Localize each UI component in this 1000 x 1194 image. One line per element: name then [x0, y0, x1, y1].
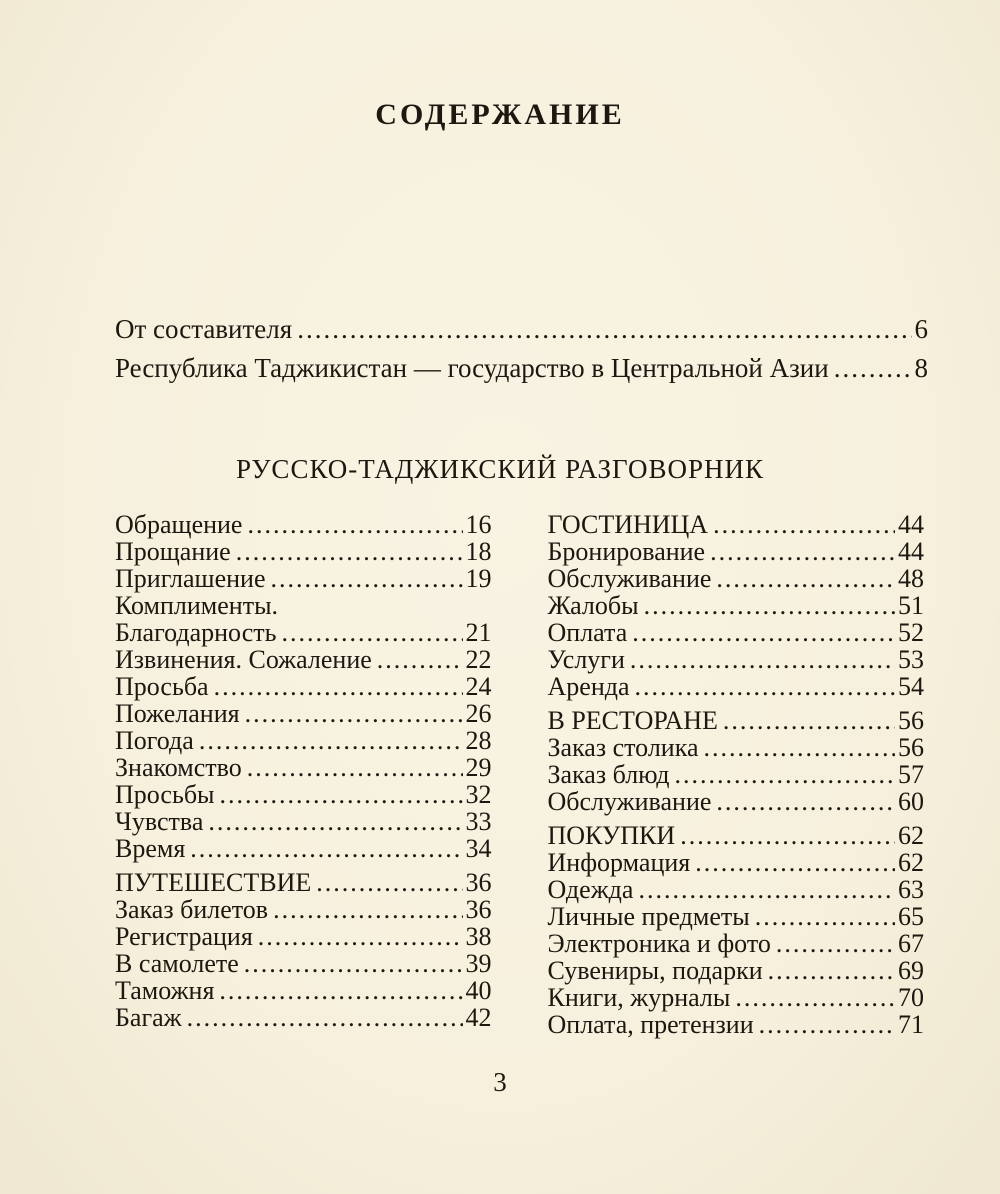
- toc-entry-label: ПОКУПКИ: [547, 821, 676, 850]
- toc-entry-page: 65: [898, 902, 924, 931]
- toc-right-column: [548, 511, 925, 1038]
- toc-entry: [115, 646, 492, 673]
- toc-entry-page: 33: [465, 807, 492, 836]
- toc-entry-label: Республика Таджикистан — государство в Центральной Азии: [115, 353, 829, 383]
- toc-entry: [115, 923, 492, 950]
- toc-entry: [115, 349, 928, 388]
- toc-entry-label: Багаж: [115, 1003, 182, 1032]
- toc-entry-label: Извинения. Сожаление: [115, 645, 372, 674]
- toc-entry-page: 56: [898, 733, 924, 762]
- toc-entry-page: 36: [465, 895, 492, 924]
- dot-leader: [638, 876, 895, 903]
- toc-entry: [115, 619, 492, 646]
- toc-entry-page: 21: [465, 618, 492, 647]
- toc-entry-page: 34: [465, 834, 492, 863]
- toc-entry: [548, 930, 925, 957]
- toc-entry-page: 26: [465, 699, 492, 728]
- toc-entry-label: Оплата: [547, 618, 628, 647]
- toc-entry-label: Заказ билетов: [115, 895, 269, 924]
- dot-leader: [755, 903, 895, 930]
- toc-entry-label: Сувениры, подарки: [547, 956, 763, 985]
- toc-entry: [548, 619, 925, 646]
- toc-entry: [548, 1011, 925, 1038]
- toc-entry-label: Заказ блюд: [547, 760, 670, 789]
- dot-leader: [723, 707, 895, 734]
- toc-entry: [548, 903, 925, 930]
- toc-entry: [548, 565, 925, 592]
- toc-entry: [115, 511, 492, 538]
- toc-entry: [115, 896, 492, 923]
- toc-entry: [115, 673, 492, 700]
- toc-entry: [115, 1004, 492, 1031]
- toc-entry-label: Просьбы: [115, 780, 215, 809]
- toc-section-entry: [548, 707, 925, 734]
- dot-leader: [632, 619, 895, 646]
- toc-entry: [115, 950, 492, 977]
- toc-entry: [548, 876, 925, 903]
- toc-entry-label: Книги, журналы: [547, 983, 731, 1012]
- toc-entry: [115, 781, 492, 808]
- toc-entry-page: 29: [465, 753, 492, 782]
- dot-leader: [680, 822, 895, 849]
- toc-entry-page: 44: [898, 537, 924, 566]
- toc-entry: [115, 727, 492, 754]
- toc-entry-label: Регистрация: [115, 922, 253, 951]
- toc-section-entry: [115, 869, 492, 896]
- toc-entry-page: 28: [465, 726, 492, 755]
- toc-entry-label: Информация: [547, 848, 691, 877]
- dot-leader: [695, 849, 895, 876]
- toc-entry-page: 70: [898, 983, 924, 1012]
- toc-entry-page: 52: [898, 618, 924, 647]
- dot-leader: [768, 957, 895, 984]
- toc-entry-page: 40: [465, 976, 492, 1005]
- toc-entry-label: От составителя: [115, 314, 293, 344]
- intro-toc-list: [115, 310, 928, 388]
- toc-entry-label: Чувства: [115, 807, 204, 836]
- toc-entry-label: ГОСТИНИЦА: [547, 510, 709, 539]
- page-number: 3: [493, 1067, 507, 1097]
- dot-leader: [704, 734, 896, 761]
- toc-entry-label: Аренда: [547, 672, 630, 701]
- toc-entry: [548, 761, 925, 788]
- toc-left-column: [115, 511, 492, 1038]
- toc-entry-label: Приглашение: [115, 564, 266, 593]
- toc-entry-label: Погода: [115, 726, 194, 755]
- toc-entry-label: Прощание: [115, 537, 231, 566]
- toc-entry-page: 38: [465, 922, 492, 951]
- toc-entry-page: 18: [465, 537, 492, 566]
- toc-entry-label: Бронирование: [547, 537, 706, 566]
- toc-entry-page: 16: [465, 510, 492, 539]
- toc-entry-label: Благодарность: [115, 618, 277, 647]
- dot-leader: [236, 538, 463, 565]
- toc-columns: [115, 511, 924, 1038]
- toc-entry-page: 56: [898, 706, 924, 735]
- dot-leader: [710, 538, 895, 565]
- toc-entry-page: 24: [465, 672, 492, 701]
- toc-entry-page: 62: [898, 821, 924, 850]
- toc-entry-page: 67: [898, 929, 924, 958]
- toc-entry-label: Знакомство: [115, 753, 242, 782]
- toc-entry-label: Услуги: [547, 645, 625, 674]
- toc-entry: [548, 849, 925, 876]
- dot-leader: [208, 808, 462, 835]
- toc-entry: [115, 835, 492, 862]
- toc-entry-label: Заказ столика: [547, 733, 699, 762]
- toc-entry-label: Просьба: [115, 672, 209, 701]
- dot-leader: [716, 788, 895, 815]
- toc-entry-label: Одежда: [547, 875, 634, 904]
- toc-entry-page: 48: [898, 564, 924, 593]
- toc-entry-label: В РЕСТОРАНЕ: [547, 706, 718, 735]
- toc-entry: [115, 592, 492, 619]
- dot-leader: [297, 310, 911, 349]
- toc-entry: [548, 734, 925, 761]
- dot-leader: [244, 950, 463, 977]
- dot-leader: [776, 930, 895, 957]
- toc-entry: [548, 592, 925, 619]
- contents-title: СОДЕРЖАНИЕ: [375, 98, 625, 131]
- dot-leader: [190, 835, 462, 862]
- toc-section-entry: [548, 822, 925, 849]
- toc-entry: [548, 538, 925, 565]
- toc-entry-label: Электроника и фото: [547, 929, 771, 958]
- toc-entry-page: 71: [898, 1010, 924, 1039]
- phrasebook-section-header: РУССКО-ТАДЖИКСКИЙ РАЗГОВОРНИК: [235, 454, 765, 484]
- toc-entry: [115, 565, 492, 592]
- toc-entry-page: 53: [898, 645, 924, 674]
- dot-leader: [716, 565, 895, 592]
- dot-leader: [273, 896, 462, 923]
- toc-entry-page: 8: [914, 353, 928, 383]
- dot-leader: [644, 592, 895, 619]
- toc-entry: [115, 808, 492, 835]
- toc-entry-page: 32: [465, 780, 492, 809]
- toc-entry-label: Пожелания: [115, 699, 240, 728]
- toc-entry: [115, 310, 928, 349]
- dot-leader: [630, 646, 895, 673]
- toc-entry-page: 36: [465, 868, 492, 897]
- dot-leader: [281, 619, 462, 646]
- toc-entry-label: Жалобы: [547, 591, 639, 620]
- toc-entry: [548, 673, 925, 700]
- toc-entry-label: Таможня: [115, 976, 215, 1005]
- dot-leader: [759, 1011, 895, 1038]
- toc-entry-label: Личные предметы: [547, 902, 750, 931]
- toc-entry-page: 62: [898, 848, 924, 877]
- toc-entry: [115, 977, 492, 1004]
- dot-leader: [219, 977, 462, 1004]
- toc-entry-label: Обслуживание: [547, 564, 712, 593]
- toc-entry-page: 39: [465, 949, 492, 978]
- toc-entry-page: 44: [898, 510, 924, 539]
- toc-entry-page: 22: [465, 645, 492, 674]
- dot-leader: [214, 673, 463, 700]
- toc-entry: [115, 700, 492, 727]
- dot-leader: [258, 923, 463, 950]
- toc-entry: [548, 984, 925, 1011]
- toc-entry: [548, 957, 925, 984]
- dot-leader: [245, 700, 463, 727]
- dot-leader: [270, 565, 462, 592]
- toc-entry-page: 42: [465, 1003, 492, 1032]
- toc-section-entry: [548, 511, 925, 538]
- toc-entry-page: 60: [898, 787, 924, 816]
- toc-entry: [115, 754, 492, 781]
- dot-leader: [377, 646, 463, 673]
- dot-leader: [834, 349, 912, 388]
- dot-leader: [713, 511, 895, 538]
- toc-entry-label: Обращение: [115, 510, 243, 539]
- toc-entry-page: 6: [914, 314, 928, 344]
- dot-leader: [187, 1004, 463, 1031]
- dot-leader: [735, 984, 895, 1011]
- toc-entry-page: 19: [465, 564, 492, 593]
- dot-leader: [635, 673, 896, 700]
- dot-leader: [199, 727, 463, 754]
- toc-entry: [115, 538, 492, 565]
- dot-leader: [247, 511, 462, 538]
- toc-entry-page: 51: [898, 591, 924, 620]
- toc-entry-label: Время: [115, 834, 186, 863]
- dot-leader: [675, 761, 895, 788]
- dot-leader: [247, 754, 463, 781]
- toc-entry-page: 57: [898, 760, 924, 789]
- toc-entry-label: Оплата, претензии: [547, 1010, 754, 1039]
- toc-entry-label: В самолете: [115, 949, 239, 978]
- dot-leader: [316, 869, 462, 896]
- toc-entry-label: ПУТЕШЕСТВИЕ: [115, 868, 312, 897]
- toc-entry-label: Комплименты.: [115, 591, 279, 620]
- toc-entry-page: 63: [898, 875, 924, 904]
- toc-entry: [548, 646, 925, 673]
- toc-entry: [548, 788, 925, 815]
- toc-entry-page: 54: [898, 672, 924, 701]
- dot-leader: [220, 781, 463, 808]
- toc-entry-page: 69: [898, 956, 924, 985]
- toc-entry-label: Обслуживание: [547, 787, 712, 816]
